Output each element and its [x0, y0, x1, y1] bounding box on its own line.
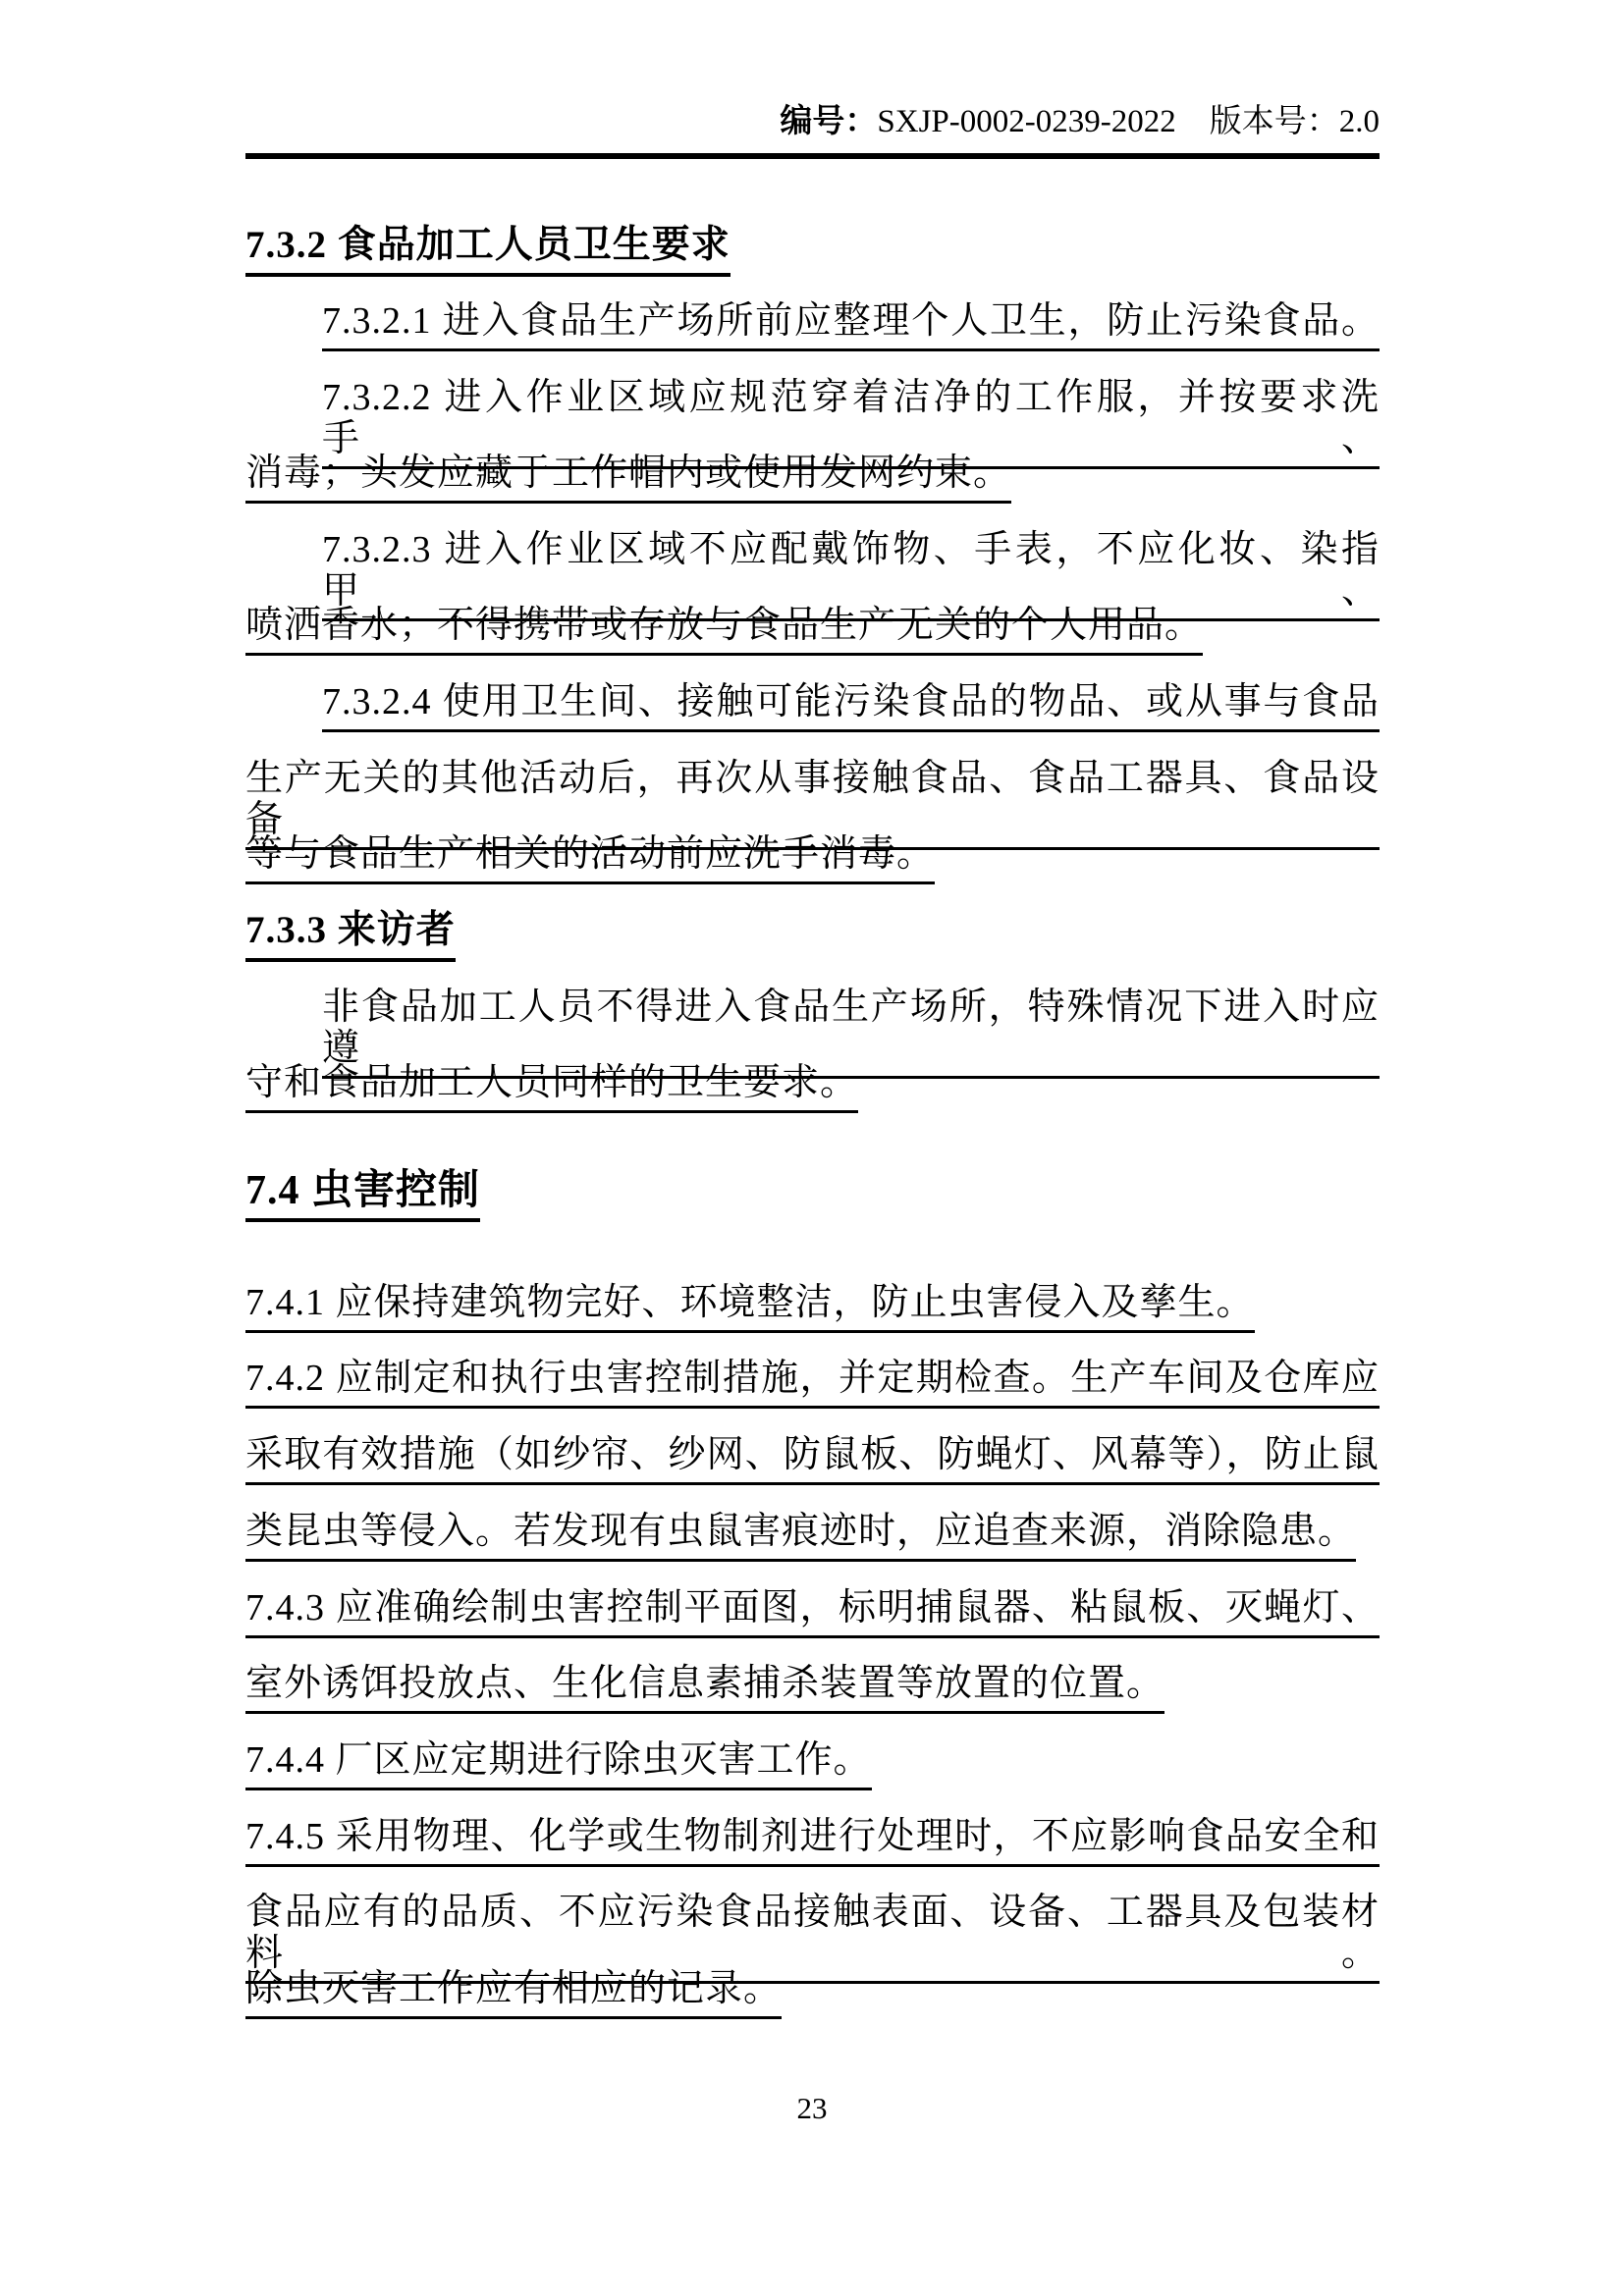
doc-number-label: 编号： — [780, 104, 878, 139]
para-7-3-2-3-line1: 7.3.2.3 进入作业区域不应配戴饰物、手表，不应化妆、染指甲、 — [245, 529, 1380, 621]
page-number: 23 — [796, 2091, 828, 2125]
para-7-3-2-4-line3: 等与食品生产相关的活动前应洗手消毒。 — [245, 833, 1380, 884]
para-7-4-4: 7.4.4 厂区应定期进行除虫灭害工作。 — [245, 1739, 1380, 1790]
para-7-4-2-line2: 采取有效措施（如纱帘、纱网、防鼠板、防蝇灯、风幕等），防止鼠 — [245, 1434, 1380, 1485]
para-7-4-5-line3: 除虫灭害工作应有相应的记录。 — [245, 1968, 1380, 2019]
heading-7-3-3: 7.3.3 来访者 — [245, 910, 1380, 962]
header-rule — [245, 153, 1380, 159]
para-7-4-5-line2: 食品应有的品质、不应污染食品接触表面、设备、工器具及包装材料。 — [245, 1892, 1380, 1984]
doc-number-value: SXJP-0002-0239-2022 — [877, 104, 1176, 139]
page-header — [245, 102, 1380, 141]
para-7-3-2-1: 7.3.2.1 进入食品生产场所前应整理个人卫生，防止污染食品。 — [245, 300, 1380, 351]
para-7-4-3-line1: 7.4.3 应准确绘制虫害控制平面图，标明捕鼠器、粘鼠板、灭蝇灯、 — [245, 1587, 1380, 1638]
version-label: 版本号： — [1209, 104, 1339, 139]
version-value: 2.0 — [1338, 104, 1380, 139]
para-7-4-5-line1: 7.4.5 采用物理、化学或生物制剂进行处理时，不应影响食品安全和 — [245, 1816, 1380, 1867]
para-7-3-2-3-line2: 喷洒香水；不得携带或存放与食品生产无关的个人用品。 — [245, 605, 1380, 656]
para-7-4-2-line1: 7.4.2 应制定和执行虫害控制措施，并定期检查。生产车间及仓库应 — [245, 1358, 1380, 1409]
heading-7-4: 7.4 虫害控制 — [245, 1170, 1380, 1222]
para-7-3-2-4-line2: 生产无关的其他活动后，再次从事接触食品、食品工器具、食品设备 — [245, 758, 1380, 850]
para-7-3-2-2-line1: 7.3.2.2 进入作业区域应规范穿着洁净的工作服，并按要求洗手、 — [245, 377, 1380, 469]
heading-7-3-2: 7.3.2 食品加工人员卫生要求 — [245, 225, 1380, 277]
para-7-3-2-4-line1: 7.3.2.4 使用卫生间、接触可能污染食品的物品、或从事与食品 — [245, 681, 1380, 732]
para-7-4-2-line3: 类昆虫等侵入。若发现有虫鼠害痕迹时，应追查来源，消除隐患。 — [245, 1511, 1380, 1562]
para-7-4-3-line2: 室外诱饵投放点、生化信息素捕杀装置等放置的位置。 — [245, 1663, 1380, 1714]
para-7-3-3-line2: 守和食品加工人员同样的卫生要求。 — [245, 1062, 1380, 1113]
para-7-3-3-line1: 非食品加工人员不得进入食品生产场所，特殊情况下进入时应遵 — [245, 987, 1380, 1079]
para-7-4-1: 7.4.1 应保持建筑物完好、环境整洁，防止虫害侵入及孳生。 — [245, 1282, 1380, 1333]
para-7-3-2-2-line2: 消毒；头发应藏于工作帽内或使用发网约束。 — [245, 453, 1380, 504]
